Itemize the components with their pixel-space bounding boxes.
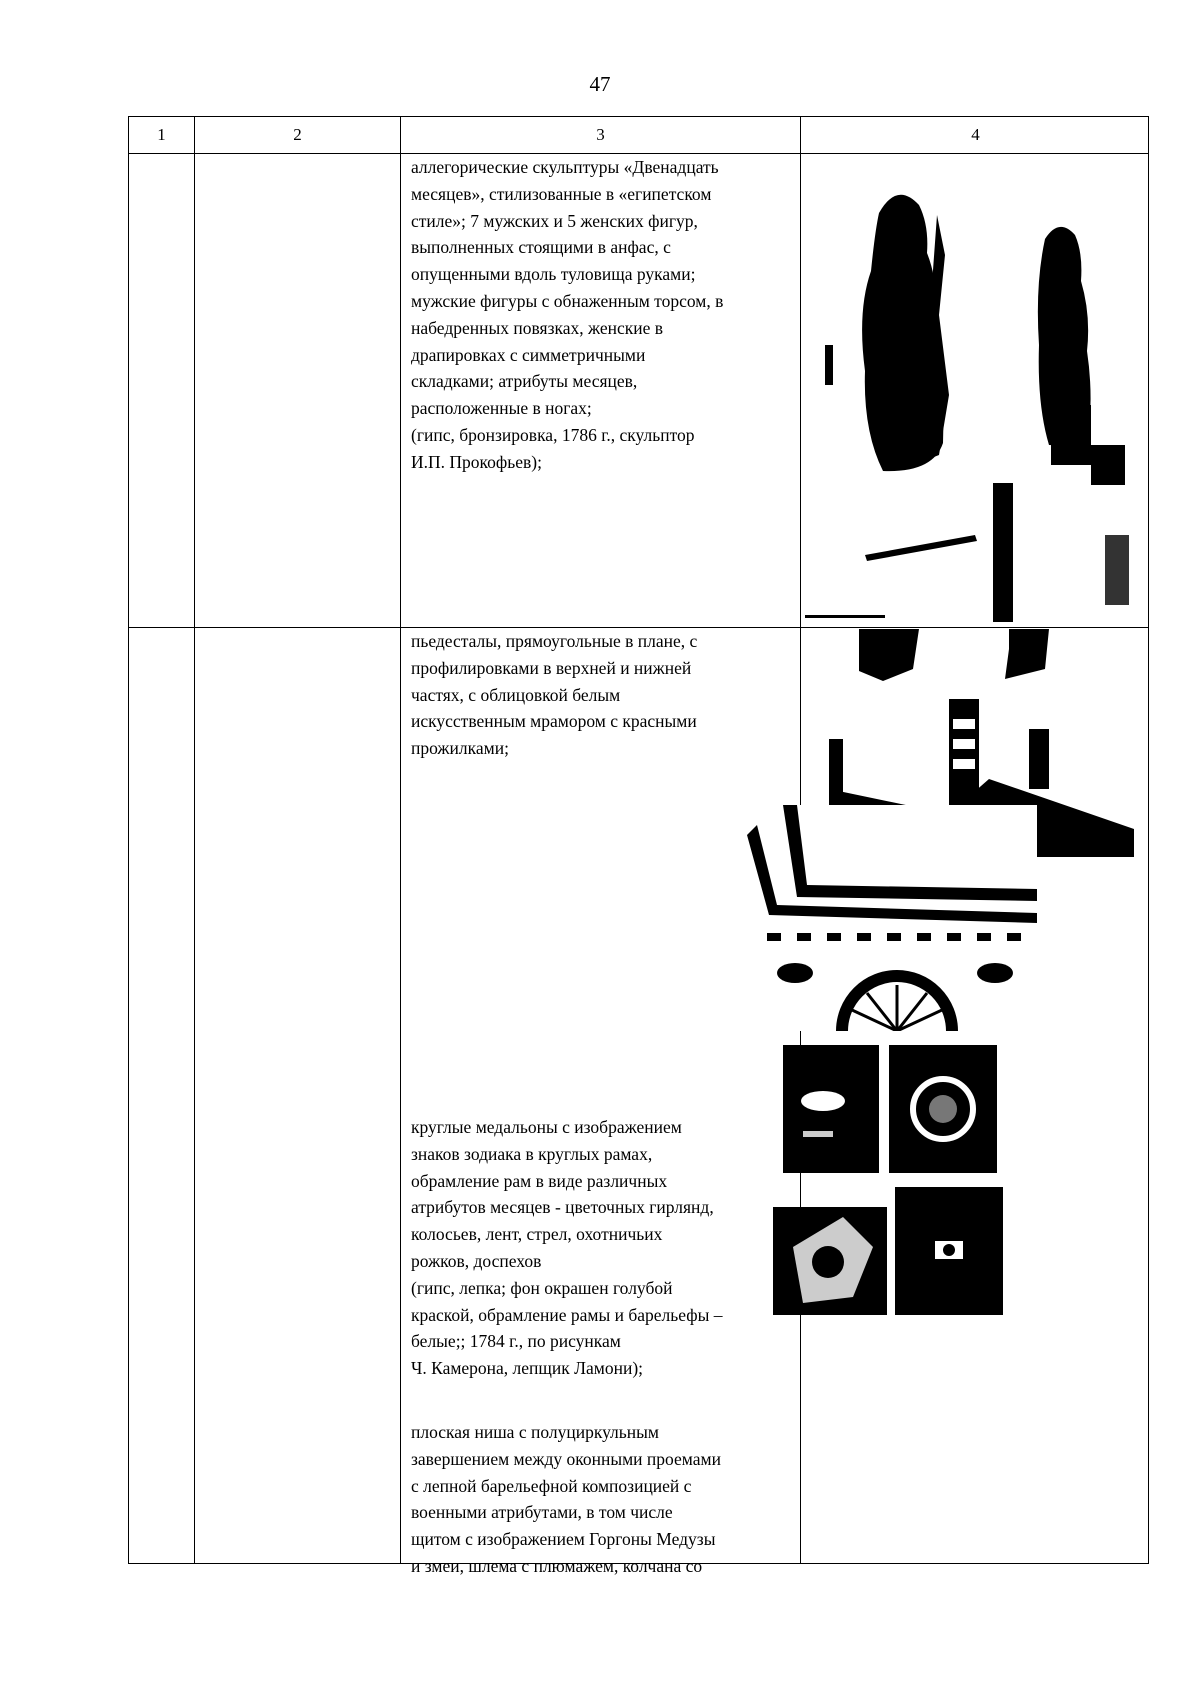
header-col-4: 4 <box>971 125 980 144</box>
niche-description: плоская ниша с полуциркульным завершением между оконными проемами с лепной барельефной композицией с военными атрибутами, в том числе щитом с изображением Горгоны Медузы и змеи, шлема с плюмажем, колчана со <box>411 1422 721 1576</box>
page-number: 47 <box>589 72 611 96</box>
pedestals-description: пьедесталы, прямоугольные в плане, с профилировками в верхней и нижней частях, с облицовкой белым искусственным мрамором с красными прожилками; <box>411 631 698 759</box>
zodiac-medallion-4 <box>895 1187 1003 1315</box>
column-divider <box>400 117 401 1563</box>
header-col-1: 1 <box>157 125 166 144</box>
zodiac-medallion-3 <box>773 1207 887 1315</box>
sculptures-description: аллегорические скульптуры «Двенадцать месяцев», стилизованные в «египетском стиле»; 7 мужских и 5 женских фигур, выполненных стоящими в анфас, с опущенными вдоль туловища руками; мужские фигуры с обнаженным торсом, в набедренных повязках, женские в драпировках с симметричными складками; атрибуты месяцев, расположенные в ногах; (гипс, бронзировка, 1786 г., скульптор И.П. Прокофьев); <box>411 157 724 472</box>
header-col-3: 3 <box>596 125 605 144</box>
zodiac-medallion-2 <box>889 1045 997 1173</box>
ceiling-frame-photo <box>747 805 1037 1031</box>
zodiac-medallion-1 <box>783 1045 879 1173</box>
monument-table <box>128 116 1149 1576</box>
column-divider <box>194 117 195 1563</box>
medallions-description: круглые медальоны с изображением знаков зодиака в круглых рамах, обрамление рам в виде различных атрибутов месяцев - цветочных гирлянд, колосьев, лент, стрел, охотничьих рожков, доспехов (гипс, лепка; фон окрашен голубой краской, обрамление рамы и барельефы – белые;; 1784 г., по рисункам Ч. Камерона, лепщик Ламони); <box>411 1117 723 1379</box>
header-col-2: 2 <box>293 125 302 144</box>
sculptures-photo <box>805 155 1145 622</box>
